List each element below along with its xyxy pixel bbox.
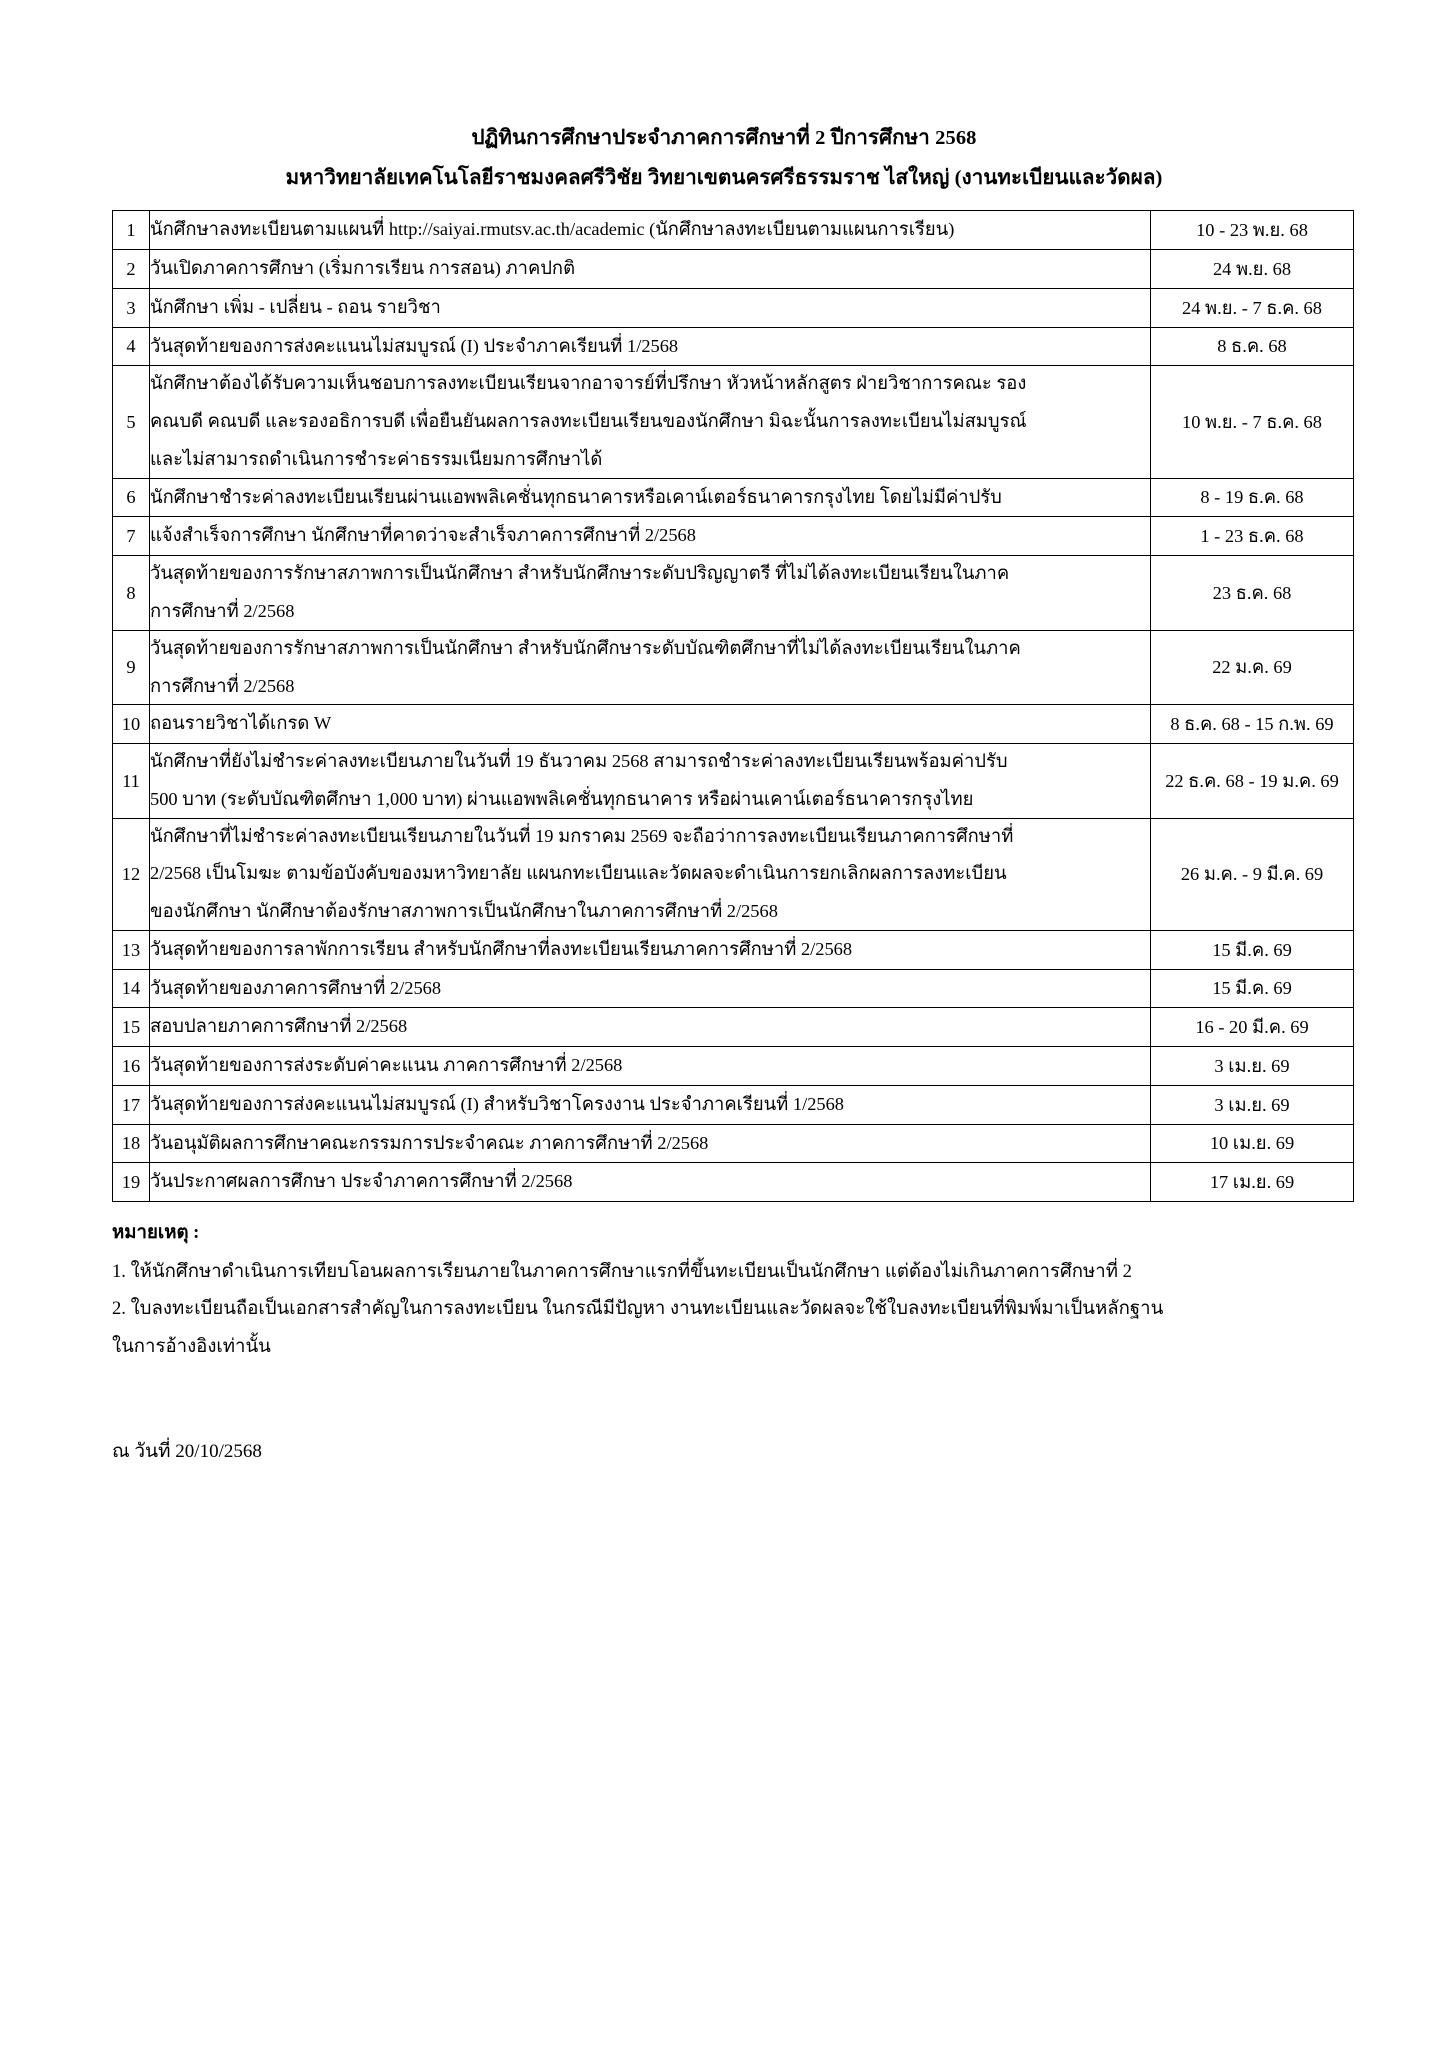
note-item	[112, 1300, 1448, 1375]
description-line: สอบปลายภาคการศึกษาที่ 2/2568	[150, 1016, 408, 1037]
row-number: 16	[113, 1047, 150, 1086]
row-description	[150, 288, 1151, 327]
row-number: 19	[113, 1163, 150, 1202]
row-description	[150, 705, 1151, 744]
row-number: 7	[113, 517, 150, 556]
row-date: 15 มี.ค. 69	[1151, 930, 1354, 969]
table-row	[113, 930, 1354, 969]
table-row	[113, 630, 1354, 705]
description-line: วันสุดท้ายของการรักษาสภาพการเป็นนักศึกษา สำหรับนักศึกษาระดับปริญญาตรี ที่ไม่ได้ลงทะเบียนเรียนในภาค	[150, 563, 1010, 584]
row-number: 14	[113, 969, 150, 1008]
description-line: วันอนุมัติผลการศึกษาคณะกรรมการประจำคณะ ภาคการศึกษาที่ 2/2568	[150, 1132, 709, 1153]
notes-list	[112, 1260, 1448, 1376]
row-date: 8 ธ.ค. 68	[1151, 327, 1354, 366]
calendar-table-body	[113, 211, 1354, 1202]
row-description	[150, 250, 1151, 289]
row-description	[150, 630, 1151, 705]
row-date: 3 เม.ย. 69	[1151, 1085, 1354, 1124]
row-date: 24 พ.ย. 68	[1151, 250, 1354, 289]
description-line: วันสุดท้ายของการรักษาสภาพการเป็นนักศึกษา สำหรับนักศึกษาระดับบัณฑิตศึกษาที่ไม่ได้ลงทะเบียนเรียนในภาค	[150, 637, 1021, 658]
description-line: ถอนรายวิชาได้เกรด W	[150, 713, 332, 734]
table-row	[113, 366, 1354, 478]
row-date: 16 - 20 มี.ค. 69	[1151, 1008, 1354, 1047]
table-row	[113, 1163, 1354, 1202]
row-description	[150, 478, 1151, 517]
row-number: 15	[113, 1008, 150, 1047]
row-description	[150, 1163, 1151, 1202]
row-description	[150, 327, 1151, 366]
description-line: 500 บาท (ระดับบัณฑิตศึกษา 1,000 บาท) ผ่านแอพพลิเคชั่นทุกธนาคาร หรือผ่านเคาน์เตอร์ธนาคารกรุงไทย	[150, 788, 974, 809]
row-date: 1 - 23 ธ.ค. 68	[1151, 517, 1354, 556]
table-row	[113, 818, 1354, 930]
table-row	[113, 288, 1354, 327]
description-line: วันสุดท้ายของการส่งระดับค่าคะแนน ภาคการศึกษาที่ 2/2568	[150, 1055, 623, 1076]
description-line: แจ้งสำเร็จการศึกษา นักศึกษาที่คาดว่าจะสำเร็จภาคการศึกษาที่ 2/2568	[150, 525, 696, 546]
page-title: ปฏิทินการศึกษาประจำภาคการศึกษาที่ 2 ปีการศึกษา 2568	[471, 127, 977, 149]
table-row	[113, 211, 1354, 250]
row-number: 5	[113, 366, 150, 478]
row-description	[150, 1085, 1151, 1124]
row-number: 8	[113, 556, 150, 631]
note-line: 2. ใบลงทะเบียนถือเป็นเอกสารสำคัญในการลงทะเบียน ในกรณีมีปัญหา งานทะเบียนและวัดผลจะใช้ใบลงทะเบียนที่พิมพ์มาเป็นหลักฐาน	[112, 1298, 1164, 1320]
note-line: 1. ให้นักศึกษาดำเนินการเทียบโอนผลการเรียนภายในภาคการศึกษาแรกที่ขึ้นทะเบียนเป็นนักศึกษา แต่ต้องไม่เกินภาคการศึกษาที่ 2	[112, 1260, 1132, 1282]
note-item	[112, 1260, 1448, 1301]
row-description	[150, 556, 1151, 631]
row-description	[150, 211, 1151, 250]
row-number: 18	[113, 1124, 150, 1163]
row-number: 10	[113, 705, 150, 744]
row-date: 23 ธ.ค. 68	[1151, 556, 1354, 631]
row-number: 1	[113, 211, 150, 250]
row-description	[150, 1047, 1151, 1086]
notes-heading: หมายเหตุ :	[112, 1222, 200, 1244]
row-description	[150, 969, 1151, 1008]
description-line: การศึกษาที่ 2/2568	[150, 675, 295, 696]
description-line: นักศึกษาต้องได้รับความเห็นชอบการลงทะเบียนเรียนจากอาจารย์ที่ปรึกษา หัวหน้าหลักสูตร ฝ่ายวิชาการคณะ รอง	[150, 373, 1027, 394]
row-number: 4	[113, 327, 150, 366]
description-line: นักศึกษาที่ไม่ชำระค่าลงทะเบียนเรียนภายในวันที่ 19 มกราคม 2569 จะถือว่าการลงทะเบียนเรียนภาคการศึกษาที่	[150, 825, 1014, 846]
row-description	[150, 517, 1151, 556]
description-line: คณบดี คณบดี และรองอธิการบดี เพื่อยืนยันผลการลงทะเบียนเรียนของนักศึกษา มิฉะนั้นการลงทะเบียนไม่สมบูรณ์	[150, 411, 1027, 432]
row-description	[150, 818, 1151, 930]
notes-section	[112, 1224, 1448, 1375]
table-row	[113, 1085, 1354, 1124]
description-line: นักศึกษา เพิ่ม - เปลี่ยน - ถอน รายวิชา	[150, 296, 441, 317]
page-subtitle: มหาวิทยาลัยเทคโนโลยีราชมงคลศรีวิชัย วิทยาเขตนครศรีธรรมราช ไสใหญ่ (งานทะเบียนและวัดผล)	[285, 166, 1163, 189]
row-description	[150, 1008, 1151, 1047]
row-date: 15 มี.ค. 69	[1151, 969, 1354, 1008]
table-row	[113, 478, 1354, 517]
note-line: ในการอ้างอิงเท่านั้น	[112, 1336, 271, 1358]
row-number: 2	[113, 250, 150, 289]
row-description	[150, 366, 1151, 478]
row-date: 22 ธ.ค. 68 - 19 ม.ค. 69	[1151, 744, 1354, 819]
row-description	[150, 1124, 1151, 1163]
row-date: 22 ม.ค. 69	[1151, 630, 1354, 705]
row-date: 10 - 23 พ.ย. 68	[1151, 211, 1354, 250]
row-date: 24 พ.ย. - 7 ธ.ค. 68	[1151, 288, 1354, 327]
description-line: การศึกษาที่ 2/2568	[150, 601, 295, 621]
table-row	[113, 517, 1354, 556]
document-header	[0, 0, 1448, 192]
row-date: 8 ธ.ค. 68 - 15 ก.พ. 69	[1151, 705, 1354, 744]
table-row	[113, 327, 1354, 366]
description-line: วันประกาศผลการศึกษา ประจำภาคการศึกษาที่ 2/2568	[150, 1171, 573, 1192]
row-date: 26 ม.ค. - 9 มี.ค. 69	[1151, 818, 1354, 930]
row-description	[150, 744, 1151, 819]
academic-calendar-table	[112, 210, 1354, 1202]
row-date: 17 เม.ย. 69	[1151, 1163, 1354, 1202]
row-date: 8 - 19 ธ.ค. 68	[1151, 478, 1354, 517]
document-issue-date: ณ วันที่ 20/10/2568	[112, 1440, 262, 1462]
description-line: นักศึกษาชำระค่าลงทะเบียนเรียนผ่านแอพพลิเคชั่นทุกธนาคารหรือเคาน์เตอร์ธนาคารกรุงไทย โดยไม่มีค่าปรับ	[150, 486, 1002, 507]
row-number: 3	[113, 288, 150, 327]
row-number: 6	[113, 478, 150, 517]
row-date: 10 เม.ย. 69	[1151, 1124, 1354, 1163]
description-line: ของนักศึกษา นักศึกษาต้องรักษาสภาพการเป็นนักศึกษาในภาคการศึกษาที่ 2/2568	[150, 901, 778, 922]
row-number: 17	[113, 1085, 150, 1124]
row-number: 13	[113, 930, 150, 969]
description-line: วันสุดท้ายของภาคการศึกษาที่ 2/2568	[150, 977, 442, 998]
description-line: วันสุดท้ายของการส่งคะแนนไม่สมบูรณ์ (I) ประจำภาคเรียนที่ 1/2568	[150, 335, 679, 356]
description-line: นักศึกษาที่ยังไม่ชำระค่าลงทะเบียนภายในวันที่ 19 ธันวาคม 2568 สามารถชำระค่าลงทะเบียนเรียนพร้อมค่าปรับ	[150, 751, 1008, 772]
description-line: 2/2568 เป็นโมฆะ ตามข้อบังคับของมหาวิทยาลัย แผนกทะเบียนและวัดผลจะดำเนินการยกเลิกผลการลงทะเบียน	[150, 863, 1007, 884]
description-line: และไม่สามารถดำเนินการชำระค่าธรรมเนียมการศึกษาได้	[150, 448, 603, 469]
table-row	[113, 969, 1354, 1008]
row-date: 3 เม.ย. 69	[1151, 1047, 1354, 1086]
table-row	[113, 1124, 1354, 1163]
table-row	[113, 705, 1354, 744]
table-row	[113, 1047, 1354, 1086]
description-line: วันสุดท้ายของการส่งคะแนนไม่สมบูรณ์ (I) สำหรับวิชาโครงงาน ประจำภาคเรียนที่ 1/2568	[150, 1093, 844, 1114]
table-row	[113, 250, 1354, 289]
row-number: 11	[113, 744, 150, 819]
row-description	[150, 930, 1151, 969]
row-date: 10 พ.ย. - 7 ธ.ค. 68	[1151, 366, 1354, 478]
description-line: นักศึกษาลงทะเบียนตามแผนที่ http://saiyai.rmutsv.ac.th/academic (นักศึกษาลงทะเบียนตามแผนการเรียน)	[150, 219, 955, 240]
table-row	[113, 744, 1354, 819]
table-row	[113, 1008, 1354, 1047]
description-line: วันเปิดภาคการศึกษา (เริ่มการเรียน การสอน) ภาคปกติ	[150, 258, 576, 279]
row-number: 9	[113, 630, 150, 705]
table-row	[113, 556, 1354, 631]
description-line: วันสุดท้ายของการลาพักการเรียน สำหรับนักศึกษาที่ลงทะเบียนเรียนภาคการศึกษาที่ 2/2568	[150, 938, 853, 959]
row-number: 12	[113, 818, 150, 930]
